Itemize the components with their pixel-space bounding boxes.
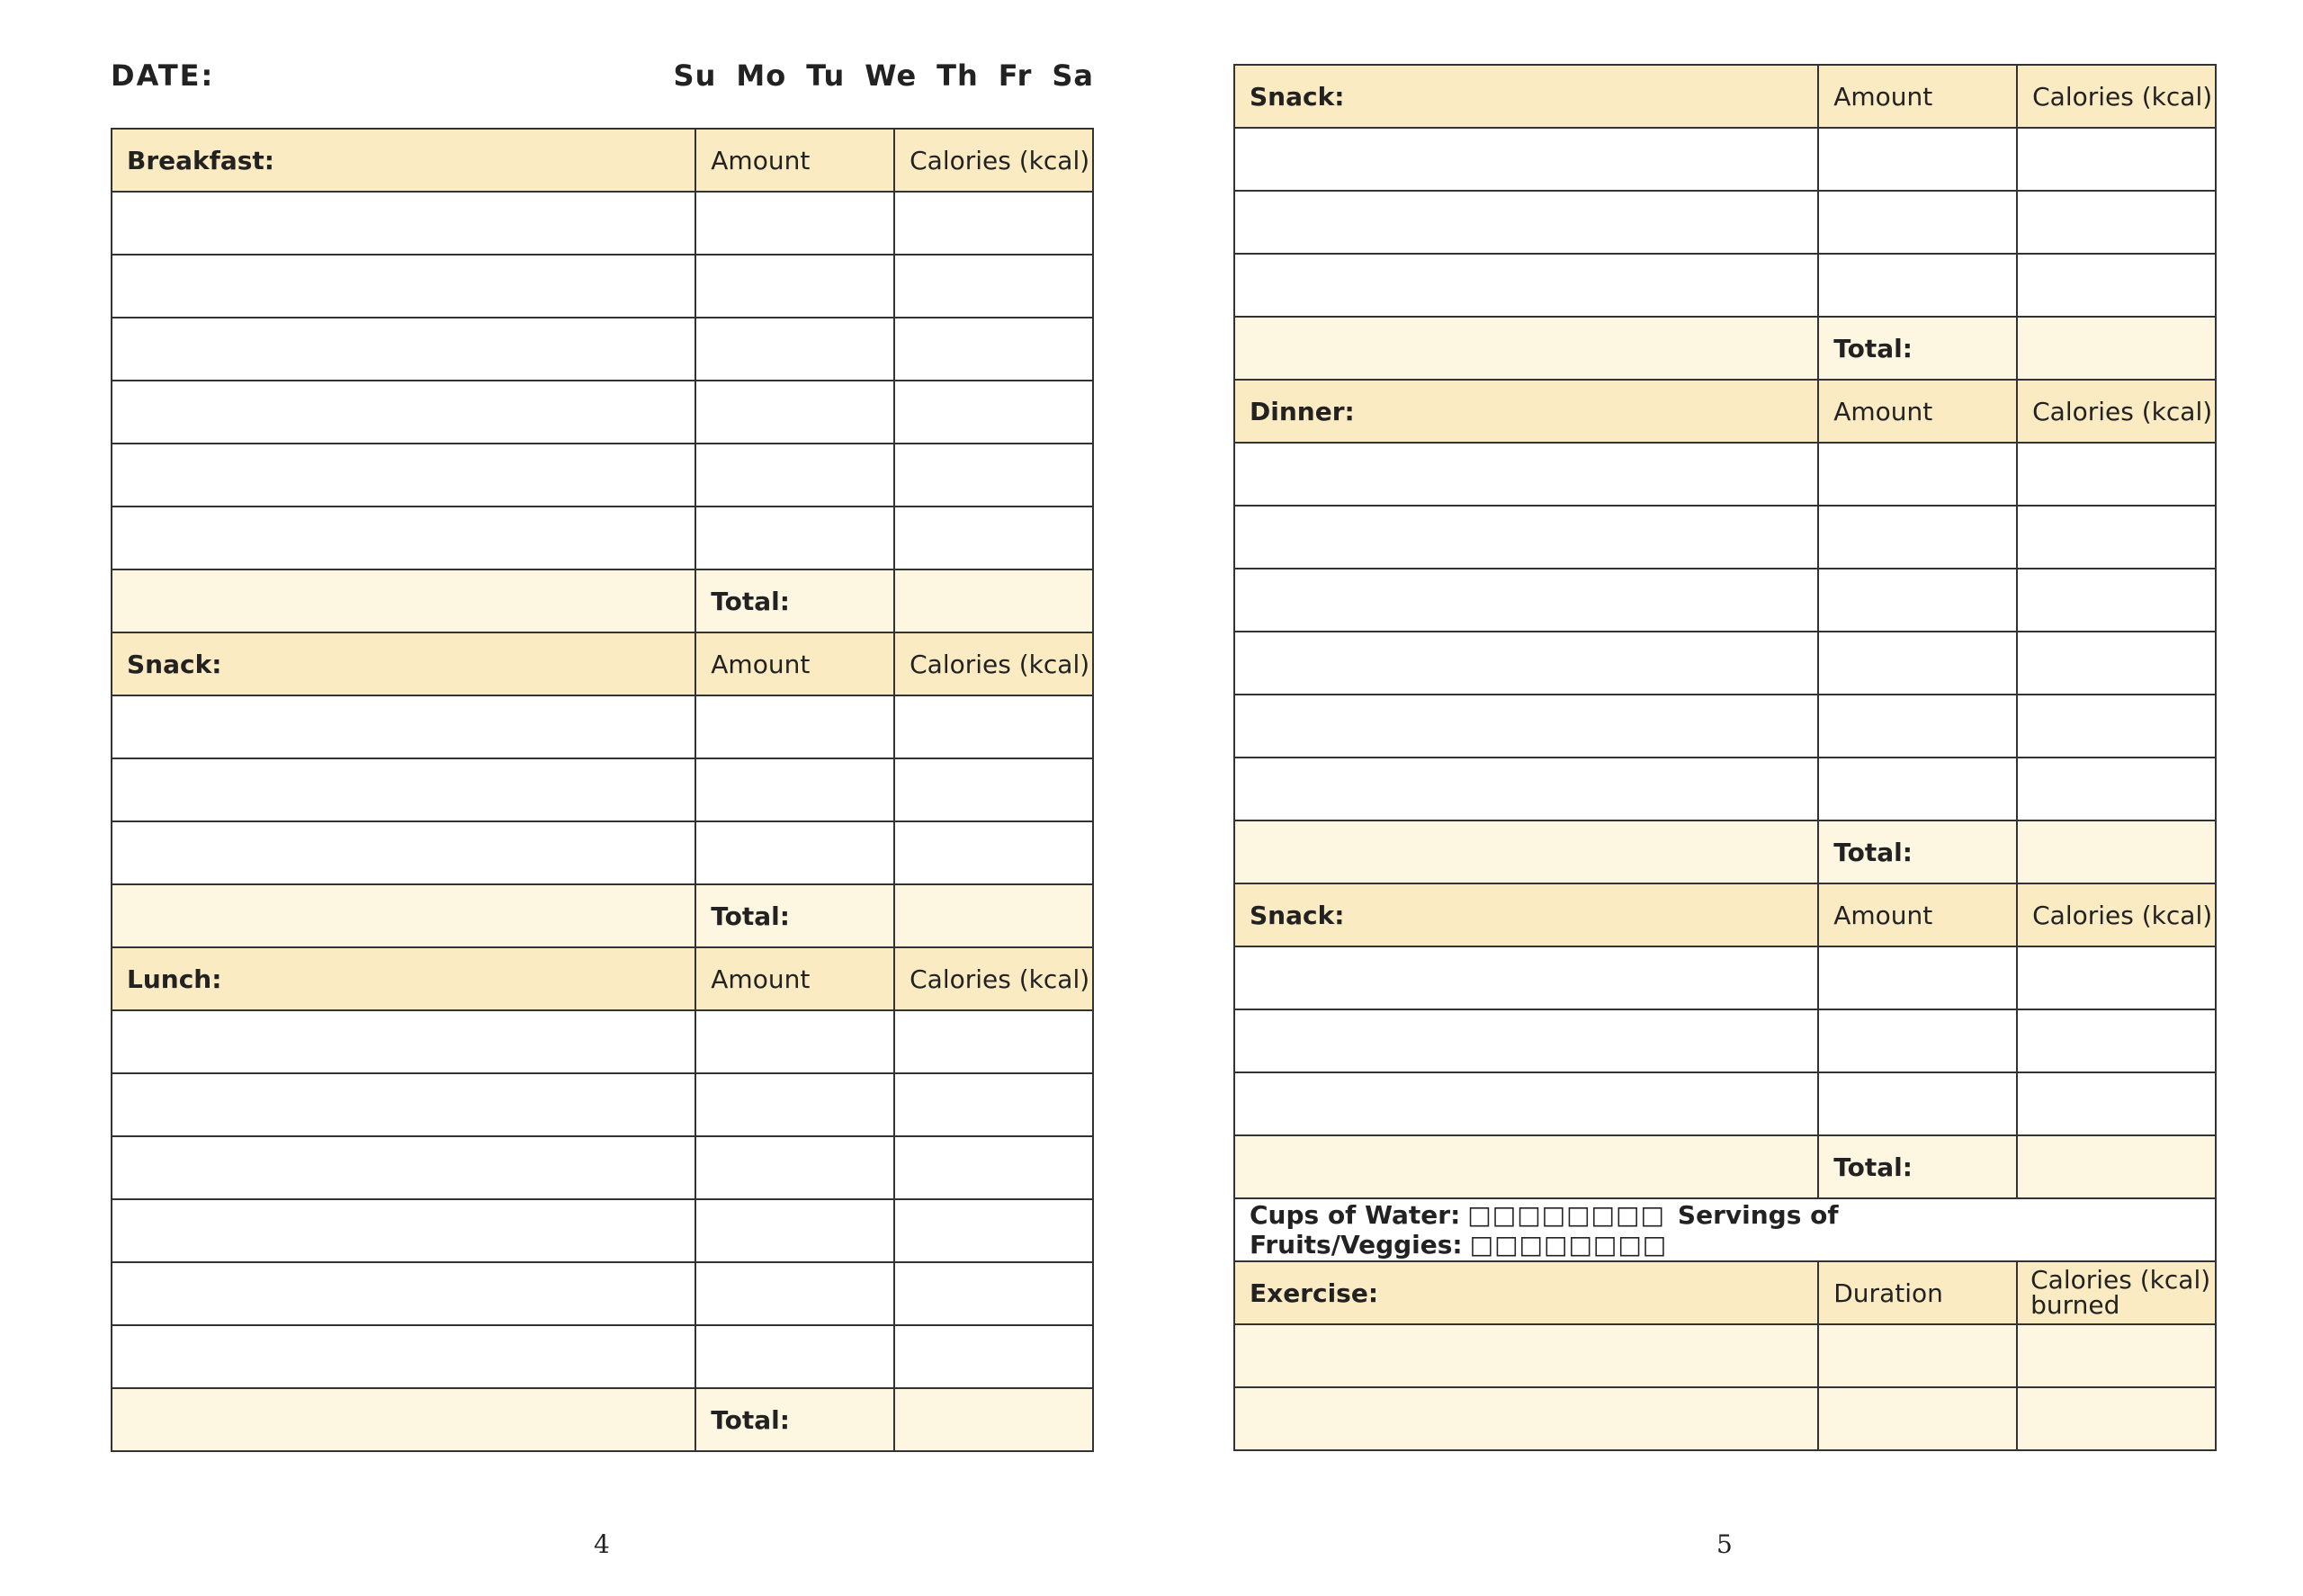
total-label: Total: [1818,317,2017,380]
dinner-total-row [1234,820,2216,883]
calories-cell[interactable] [2017,946,2216,1009]
food-cell[interactable] [112,758,695,821]
amount-cell[interactable] [695,444,894,507]
food-cell[interactable] [112,444,695,507]
food-cell[interactable] [112,1136,695,1199]
food-cell[interactable] [112,1073,695,1136]
total-calories-cell[interactable] [894,569,1093,632]
calories-cell[interactable] [2017,128,2216,191]
total-spacer [112,1388,695,1451]
total-spacer [112,884,695,947]
snack-total-row [1234,317,2216,380]
duration-cell[interactable] [1818,1387,2017,1450]
entry-row [1234,632,2216,695]
exercise-cell[interactable] [1234,1387,1818,1450]
entry-row [1234,946,2216,1009]
total-spacer [1234,1135,1818,1198]
section-title: Snack: [112,632,695,695]
entry-row [1234,758,2216,820]
total-calories-cell[interactable] [894,1388,1093,1451]
calories-cell[interactable] [894,1262,1093,1325]
total-label: Total: [695,1388,894,1451]
dinner-header-row [1234,380,2216,443]
amount-header: Amount [1818,380,2017,443]
page-number: 4 [594,1529,610,1559]
amount-cell[interactable] [695,255,894,318]
calories-cell[interactable] [2017,443,2216,506]
amount-cell[interactable] [695,695,894,758]
calories-burned-line2: burned [2030,1290,2120,1320]
entry-row [1234,569,2216,632]
entry-row [1234,506,2216,569]
water-veggies-cell [1234,1198,2216,1261]
section-title: Breakfast: [112,129,695,192]
calories-header: Calories (kcal) [894,632,1093,695]
total-calories-cell[interactable] [894,884,1093,947]
amount-cell[interactable] [1818,569,2017,632]
day-th[interactable]: Th [936,58,979,93]
food-cell[interactable] [112,1262,695,1325]
calories-burned-header [2017,1261,2216,1324]
amount-cell[interactable] [1818,1009,2017,1072]
amount-cell[interactable] [1818,506,2017,569]
snack-total-row [1234,1135,2216,1198]
entry-row [1234,695,2216,758]
entry-row [112,1136,1093,1199]
water-veggies-row [1234,1198,2216,1261]
calories-cell[interactable] [2017,1072,2216,1135]
total-spacer [1234,820,1818,883]
entry-row [112,444,1093,507]
calories-burned-cell[interactable] [2017,1387,2216,1450]
section-title: Exercise: [1234,1261,1818,1324]
breakfast-header-row [112,129,1093,192]
total-spacer [112,569,695,632]
calories-cell[interactable] [894,1199,1093,1262]
amount-cell[interactable] [1818,632,2017,695]
calories-cell[interactable] [894,1136,1093,1199]
food-cell[interactable] [1234,569,1818,632]
entry-row [1234,254,2216,317]
exercise-row [1234,1324,2216,1387]
day-su[interactable]: Su [673,58,717,93]
calories-cell[interactable] [894,695,1093,758]
entry-row [112,1199,1093,1262]
water-label: Cups of Water: [1250,1200,1461,1230]
amount-cell[interactable] [695,192,894,255]
day-selector [654,58,1094,93]
food-cell[interactable] [1234,191,1818,254]
food-cell[interactable] [112,1010,695,1073]
calories-cell[interactable] [2017,1009,2216,1072]
amount-cell[interactable] [1818,443,2017,506]
section-title: Snack: [1234,883,1818,946]
calories-cell[interactable] [894,255,1093,318]
calories-cell[interactable] [894,821,1093,884]
entry-row [112,192,1093,255]
entry-row [112,1325,1093,1388]
food-cell[interactable] [1234,128,1818,191]
amount-cell[interactable] [695,381,894,444]
calories-cell[interactable] [2017,506,2216,569]
amount-cell[interactable] [1818,254,2017,317]
calories-cell[interactable] [894,1010,1093,1073]
amount-cell[interactable] [1818,758,2017,820]
entry-row [112,318,1093,381]
calories-cell[interactable] [894,381,1093,444]
section-title: Dinner: [1234,380,1818,443]
snack-header-row [112,632,1093,695]
entry-row [112,381,1093,444]
food-cell[interactable] [112,1325,695,1388]
food-cell[interactable] [1234,506,1818,569]
calories-cell[interactable] [2017,695,2216,758]
entry-row [112,255,1093,318]
section-title: Lunch: [112,947,695,1010]
food-cell[interactable] [1234,1072,1818,1135]
veggies-checkboxes[interactable]: □□□□□□□□ [1469,1230,1668,1260]
day-sa[interactable]: Sa [1052,58,1094,93]
page-number: 5 [1716,1529,1733,1559]
calories-header: Calories (kcal) [2017,883,2216,946]
total-label: Total: [1818,1135,2017,1198]
entry-row [112,1073,1093,1136]
amount-cell[interactable] [695,758,894,821]
exercise-row [1234,1387,2216,1450]
amount-cell[interactable] [695,1262,894,1325]
amount-header: Amount [1818,65,2017,128]
entry-row [112,758,1093,821]
exercise-cell[interactable] [1234,1324,1818,1387]
entry-row [112,821,1093,884]
food-cell[interactable] [1234,758,1818,820]
calories-cell[interactable] [894,758,1093,821]
lunch-total-row [112,1388,1093,1451]
calories-cell[interactable] [2017,254,2216,317]
entry-row [1234,1072,2216,1135]
food-cell[interactable] [1234,443,1818,506]
entry-row [112,1010,1093,1073]
amount-cell[interactable] [695,821,894,884]
lunch-header-row [112,947,1093,1010]
entry-row [112,1262,1093,1325]
amount-cell[interactable] [695,1073,894,1136]
total-calories-cell[interactable] [2017,820,2216,883]
food-cell[interactable] [112,821,695,884]
amount-cell[interactable] [695,1325,894,1388]
day-fr[interactable]: Fr [998,58,1033,93]
amount-header: Amount [1818,883,2017,946]
day-tu[interactable]: Tu [806,58,846,93]
veggies-label: Servings of Fruits/Veggies: [1250,1200,1839,1260]
calories-header: Calories (kcal) [2017,65,2216,128]
calories-header: Calories (kcal) [2017,380,2216,443]
duration-header: Duration [1818,1261,2017,1324]
food-cell[interactable] [1234,632,1818,695]
food-cell[interactable] [112,1199,695,1262]
entry-row [1234,1009,2216,1072]
breakfast-total-row [112,569,1093,632]
calories-cell[interactable] [2017,569,2216,632]
entry-row [1234,128,2216,191]
amount-cell[interactable] [695,507,894,569]
amount-cell[interactable] [1818,1072,2017,1135]
snack-header-row [1234,883,2216,946]
calories-cell[interactable] [894,318,1093,381]
amount-cell[interactable] [695,1199,894,1262]
day-we[interactable]: We [865,58,918,93]
date-label: DATE: [111,58,215,93]
entry-row [112,695,1093,758]
calories-cell[interactable] [894,507,1093,569]
food-cell[interactable] [1234,695,1818,758]
amount-cell[interactable] [695,1010,894,1073]
total-calories-cell[interactable] [2017,1135,2216,1198]
amount-cell[interactable] [1818,128,2017,191]
food-cell[interactable] [1234,946,1818,1009]
total-label: Total: [695,569,894,632]
amount-cell[interactable] [1818,695,2017,758]
amount-header: Amount [695,947,894,1010]
calories-cell[interactable] [894,192,1093,255]
amount-cell[interactable] [1818,946,2017,1009]
food-cell[interactable] [112,507,695,569]
total-calories-cell[interactable] [2017,317,2216,380]
snack-total-row [112,884,1093,947]
food-cell[interactable] [1234,1009,1818,1072]
food-cell[interactable] [112,381,695,444]
total-spacer [1234,317,1818,380]
food-cell[interactable] [112,318,695,381]
entry-row [1234,191,2216,254]
amount-cell[interactable] [695,1136,894,1199]
calories-header: Calories (kcal) [894,129,1093,192]
section-title: Snack: [1234,65,1818,128]
amount-cell[interactable] [695,318,894,381]
amount-header: Amount [695,129,894,192]
calories-cell[interactable] [894,1325,1093,1388]
food-cell[interactable] [112,192,695,255]
calories-cell[interactable] [2017,191,2216,254]
duration-cell[interactable] [1818,1324,2017,1387]
food-cell[interactable] [112,695,695,758]
food-log-table-left [111,128,1094,1452]
snack-header-row [1234,65,2216,128]
food-cell[interactable] [112,255,695,318]
date-row [111,58,1094,103]
calories-cell[interactable] [894,444,1093,507]
food-log-table-right [1233,64,2217,1451]
food-cell[interactable] [1234,254,1818,317]
calories-burned-line1: Calories (kcal) [2030,1265,2211,1295]
amount-header: Amount [695,632,894,695]
exercise-header-row [1234,1261,2216,1324]
entry-row [112,507,1093,569]
total-label: Total: [695,884,894,947]
calories-cell[interactable] [2017,758,2216,820]
day-mo[interactable]: Mo [736,58,787,93]
entry-row [1234,443,2216,506]
calories-burned-cell[interactable] [2017,1324,2216,1387]
water-checkboxes[interactable]: □□□□□□□□ [1467,1200,1665,1230]
calories-cell[interactable] [894,1073,1093,1136]
calories-header: Calories (kcal) [894,947,1093,1010]
calories-cell[interactable] [2017,632,2216,695]
total-label: Total: [1818,820,2017,883]
amount-cell[interactable] [1818,191,2017,254]
